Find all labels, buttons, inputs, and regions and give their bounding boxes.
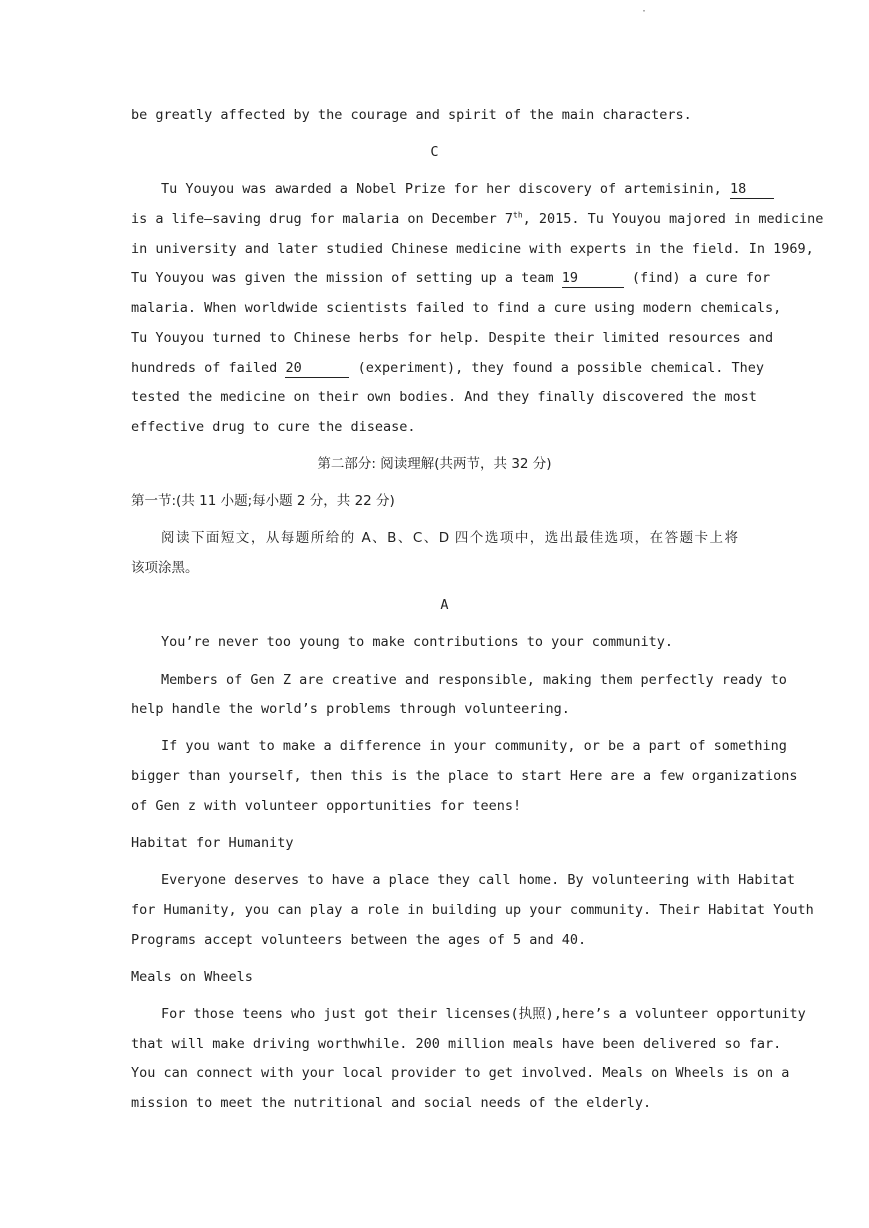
text-span: (find) a cure for	[631, 270, 771, 286]
text-line: Everyone deserves to have a place they call home. By volunteering with Habitat	[161, 872, 795, 888]
section-heading-c: C	[430, 144, 439, 160]
text-line: bigger than yourself, then this is the place to start Here are a few organizations	[131, 768, 798, 784]
text-line: You can connect with your local provider to get involved. Meals on Wheels is on a	[131, 1065, 790, 1081]
text-span: (experiment), they found a possible chemical. They	[357, 360, 764, 376]
text-line	[131, 269, 771, 288]
text-line: Members of Gen Z are creative and responsible, making them perfectly ready to	[161, 672, 787, 688]
text-line: for Humanity, you can play a role in building up your community. Their Habitat Youth	[131, 902, 814, 918]
text-span	[131, 211, 823, 227]
text-line: mission to meet the nutritional and social needs of the elderly.	[131, 1095, 652, 1111]
section-title: 第一节:(共 11 小题;每小题 2 分，共 22 分)	[131, 493, 395, 509]
blank-19[interactable]: 19	[562, 269, 624, 288]
passage-heading-a: A	[440, 597, 449, 613]
instruction-line: 该项涂黑。	[131, 560, 199, 576]
text-line: Programs accept volunteers between the ages of 5 and 40.	[131, 932, 587, 948]
text-span: , 2015. Tu Youyou majored in medicine	[522, 211, 824, 227]
text-line	[161, 180, 747, 199]
instruction-line: 阅读下面短文，从每题所给的 A、B、C、D 四个选项中，选出最佳选项，在答题卡上将	[161, 530, 738, 546]
blank-20[interactable]: 20	[285, 359, 349, 378]
text-line: malaria. When worldwide scientists failed to find a cure using modern chemicals,	[131, 300, 782, 316]
text-line: Tu Youyou turned to Chinese herbs for help. Despite their limited resources and	[131, 330, 774, 346]
text-line	[131, 359, 764, 378]
text-line: effective drug to cure the disease.	[131, 419, 416, 435]
text-span: Tu Youyou was awarded a Nobel Prize for her discovery of artemisinin,	[161, 181, 722, 197]
text-line	[131, 210, 824, 228]
text-line: If you want to make a difference in your community, or be a part of something	[161, 738, 787, 754]
superscript: th	[513, 210, 523, 220]
top-mark: ·	[641, 6, 648, 17]
blank-18[interactable]: 18	[730, 180, 774, 199]
text-span: Tu Youyou was given the mission of setting up a team	[131, 270, 554, 286]
text-span: is a life—saving drug for malaria on December 7	[131, 211, 514, 227]
text-line: tested the medicine on their own bodies. And they finally discovered the most	[131, 389, 757, 405]
text-span: hundreds of failed	[131, 360, 278, 376]
text-line: of Gen z with volunteer opportunities for teens!	[131, 798, 522, 814]
part-title: 第二部分: 阅读理解(共两节，共 32 分)	[317, 456, 552, 472]
text-line: in university and later studied Chinese medicine with experts in the field. In 1969,	[131, 241, 814, 257]
text-line: help handle the world’s problems through volunteering.	[131, 701, 570, 717]
subheading-habitat: Habitat for Humanity	[131, 835, 294, 851]
subheading-meals: Meals on Wheels	[131, 969, 253, 985]
text-line: For those teens who just got their licenses(执照),here’s a volunteer opportunity	[161, 1006, 806, 1022]
text-line: You’re never too young to make contributions to your community.	[161, 634, 674, 650]
text-line: that will make driving worthwhile. 200 million meals have been delivered so far.	[131, 1036, 782, 1052]
text-line: be greatly affected by the courage and spirit of the main characters.	[131, 107, 692, 123]
